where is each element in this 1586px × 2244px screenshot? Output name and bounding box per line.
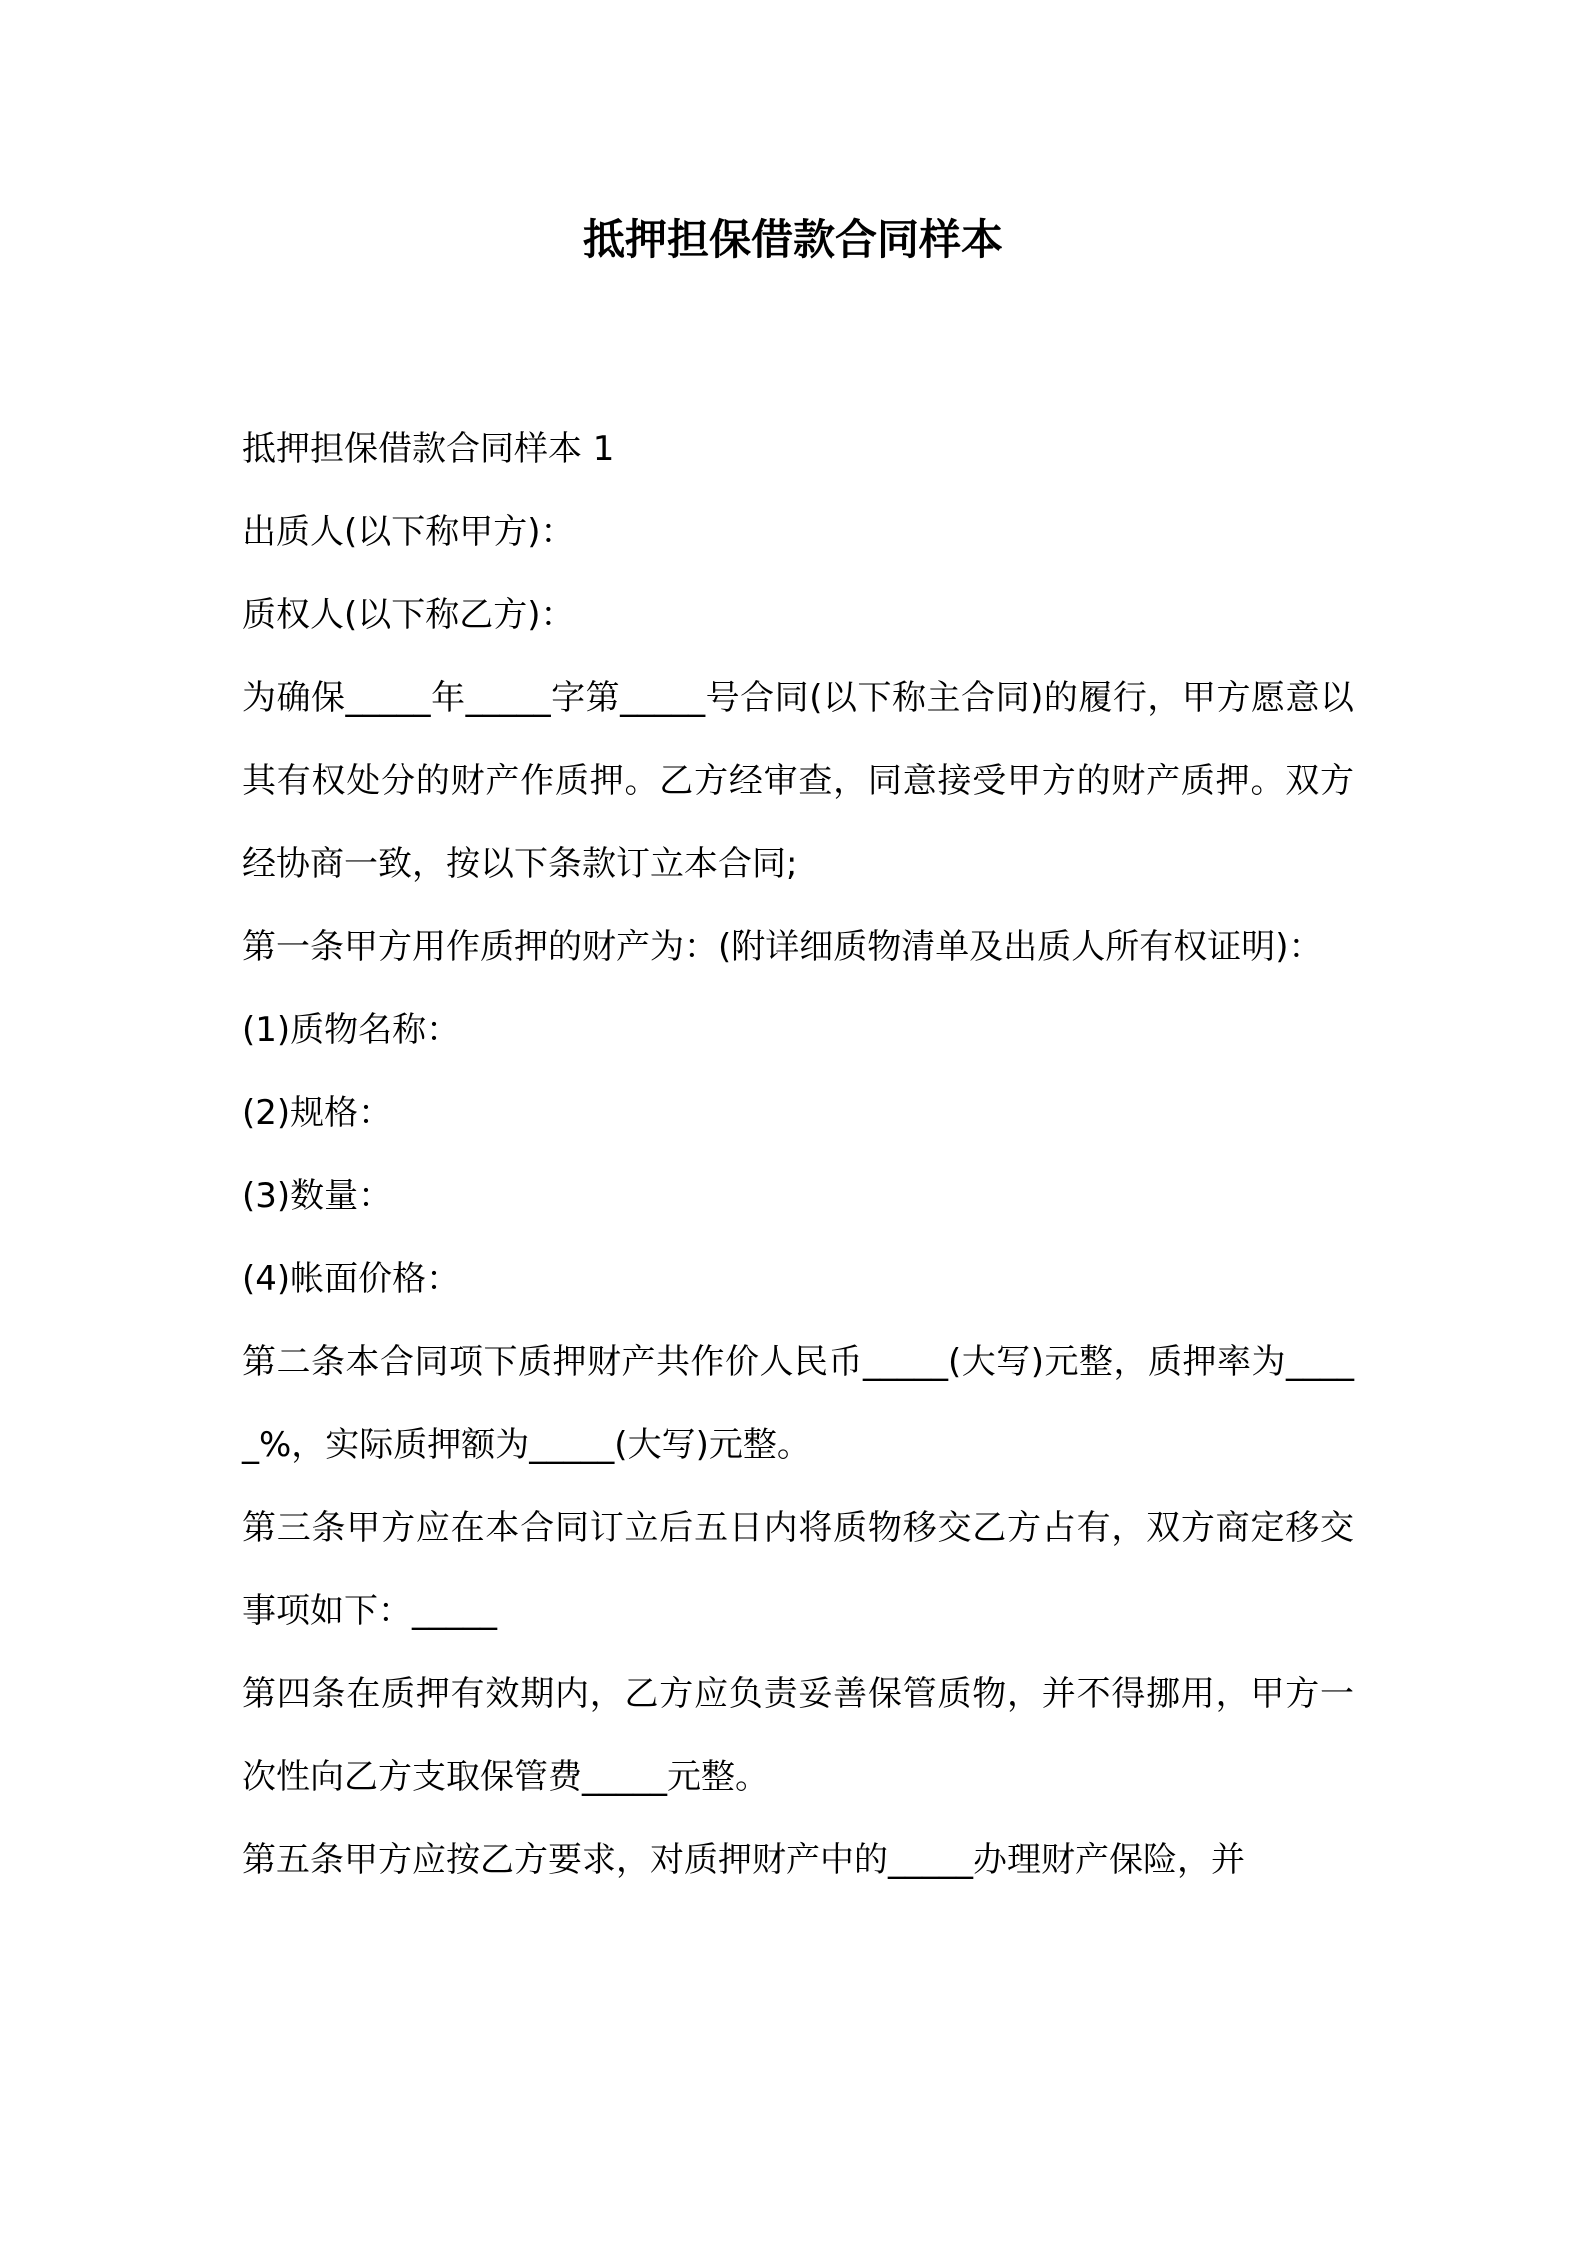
document-body: [242, 408, 1354, 1902]
article-1-paragraph: 第一条甲方用作质押的财产为：(附详细质物清单及出质人所有权证明)：: [242, 927, 1323, 967]
item-name-line: (1)质物名称：: [242, 1010, 461, 1050]
document-title: 抵押担保借款合同样本: [582, 215, 1003, 264]
section-heading: 抵押担保借款合同样本 1: [242, 429, 615, 469]
pledgor-line: 出质人(以下称甲方)：: [242, 512, 575, 552]
article-5-paragraph: 第五条甲方应按乙方要求，对质押财产中的_____办理财产保险，并: [242, 1840, 1245, 1880]
preamble-paragraph: 为确保_____年_____字第_____号合同(以下称主合同)的履行，甲方愿意以其有权处分的财产作质押。乙方经审查，同意接受甲方的财产质押。双方经协商一致，按以下条款订立本合同;: [242, 678, 1354, 884]
pledgee-line: 质权人(以下称乙方)：: [242, 595, 575, 635]
item-price-line: (4)帐面价格：: [242, 1259, 461, 1299]
item-quantity-line: (3)数量：: [242, 1176, 393, 1216]
article-2-paragraph: 第二条本合同项下质押财产共作价人民币_____(大写)元整，质押率为_____%，实际质押额为_____(大写)元整。: [242, 1342, 1354, 1465]
article-3-paragraph: 第三条甲方应在本合同订立后五日内将质物移交乙方占有，双方商定移交事项如下：_____: [242, 1508, 1354, 1631]
item-spec-line: (2)规格：: [242, 1093, 393, 1133]
article-4-paragraph: 第四条在质押有效期内，乙方应负责妥善保管质物，并不得挪用，甲方一次性向乙方支取保管费_____元整。: [242, 1674, 1354, 1797]
